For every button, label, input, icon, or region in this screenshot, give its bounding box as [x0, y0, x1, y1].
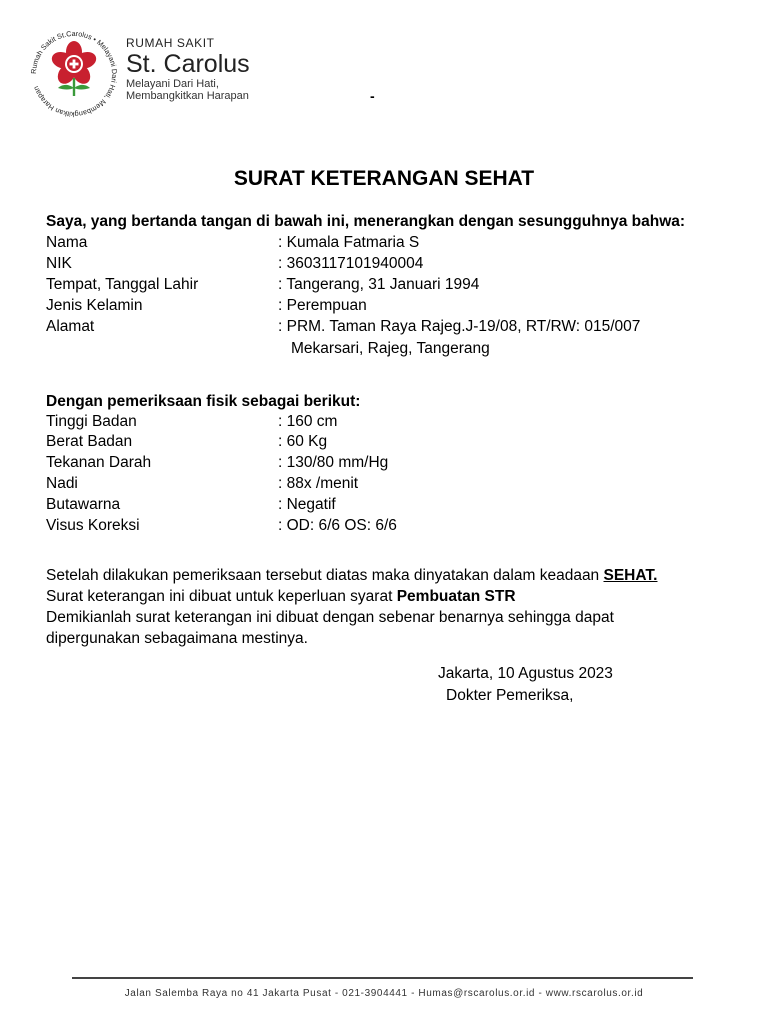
exam-heading: Dengan pemeriksaan fisik sebagai berikut: — [46, 393, 361, 410]
identity-label: Tempat, Tanggal Lahir — [46, 276, 199, 293]
identity-label: NIK — [46, 255, 72, 272]
exam-value: : 60 Kg — [278, 433, 328, 450]
exam-value: : 160 cm — [278, 413, 338, 430]
identity-label: Jenis Kelamin — [46, 297, 143, 314]
exam-label: Berat Badan — [46, 433, 133, 450]
exam-value: : 88x /menit — [278, 475, 359, 492]
closing-statement: Demikianlah surat keterangan ini dibuat dengan sebenar benarnya sehingga dapat dipergunakan sebagaimana mestinya. — [46, 609, 614, 647]
header-dash: - — [370, 88, 375, 104]
exam-label: Tekanan Darah — [46, 454, 152, 471]
exam-value: : Negatif — [278, 496, 336, 513]
intro-statement: Saya, yang bertanda tangan di bawah ini, menerangkan dengan sesungguhnya bahwa: — [46, 213, 686, 230]
signer-title: Dokter Pemeriksa, — [446, 687, 574, 704]
identity-value: : Tangerang, 31 Januari 1994 — [278, 276, 480, 293]
health-status: SEHAT. — [603, 567, 658, 584]
place-date: Jakarta, 10 Agustus 2023 — [438, 665, 613, 682]
footer-contact: Jalan Salemba Raya no 41 Jakarta Pusat - 021-3904441 - Humas@rscarolus.or.id - www.rscarolus.or.id — [124, 988, 644, 999]
brand-name: St. Carolus — [126, 50, 250, 78]
conclusion-line — [46, 565, 706, 586]
exam-label: Nadi — [46, 475, 78, 492]
exam-label: Visus Koreksi — [46, 517, 140, 534]
hospital-brand — [126, 36, 250, 102]
brand-kicker: RUMAH SAKIT — [126, 36, 215, 50]
exam-value: : OD: 6/6 OS: 6/6 — [278, 517, 397, 534]
exam-label: Tinggi Badan — [46, 413, 137, 430]
purpose-text: Surat keterangan ini dibuat untuk keperluan syarat — [46, 588, 397, 605]
purpose-line — [46, 586, 706, 607]
exam-value: : 130/80 mm/Hg — [278, 454, 389, 471]
brand-tagline-2: Membangkitkan Harapan — [126, 90, 249, 102]
document-title: SURAT KETERANGAN SEHAT — [233, 167, 535, 190]
hospital-seal-icon — [30, 16, 118, 120]
identity-label: Nama — [46, 234, 88, 251]
conclusion-text: Setelah dilakukan pemeriksaan tersebut diatas maka dinyatakan dalam keadaan — [46, 567, 604, 584]
purpose-value: Pembuatan STR — [396, 588, 516, 605]
identity-label: Alamat — [46, 318, 95, 335]
identity-value: : 3603117101940004 — [278, 255, 424, 272]
brand-tagline-1: Melayani Dari Hati, — [126, 78, 219, 90]
identity-value: : Perempuan — [278, 297, 367, 314]
footer-divider — [72, 977, 693, 979]
svg-text:Rumah Sakit St.Carolus • Melay: umah Sakit St.Carolus • Melayani ri Hati, Membangkitkan Harapan — [30, 28, 118, 120]
address-line-2: Mekarsari, Rajeg, Tangerang — [291, 340, 490, 357]
hospital-logo — [30, 16, 118, 120]
identity-value: : PRM. Taman Raya Rajeg.J-19/08, RT/RW: 015/007 — [278, 318, 641, 335]
exam-label: Butawarna — [46, 496, 121, 513]
identity-value: : Kumala Fatmaria S — [278, 234, 420, 251]
